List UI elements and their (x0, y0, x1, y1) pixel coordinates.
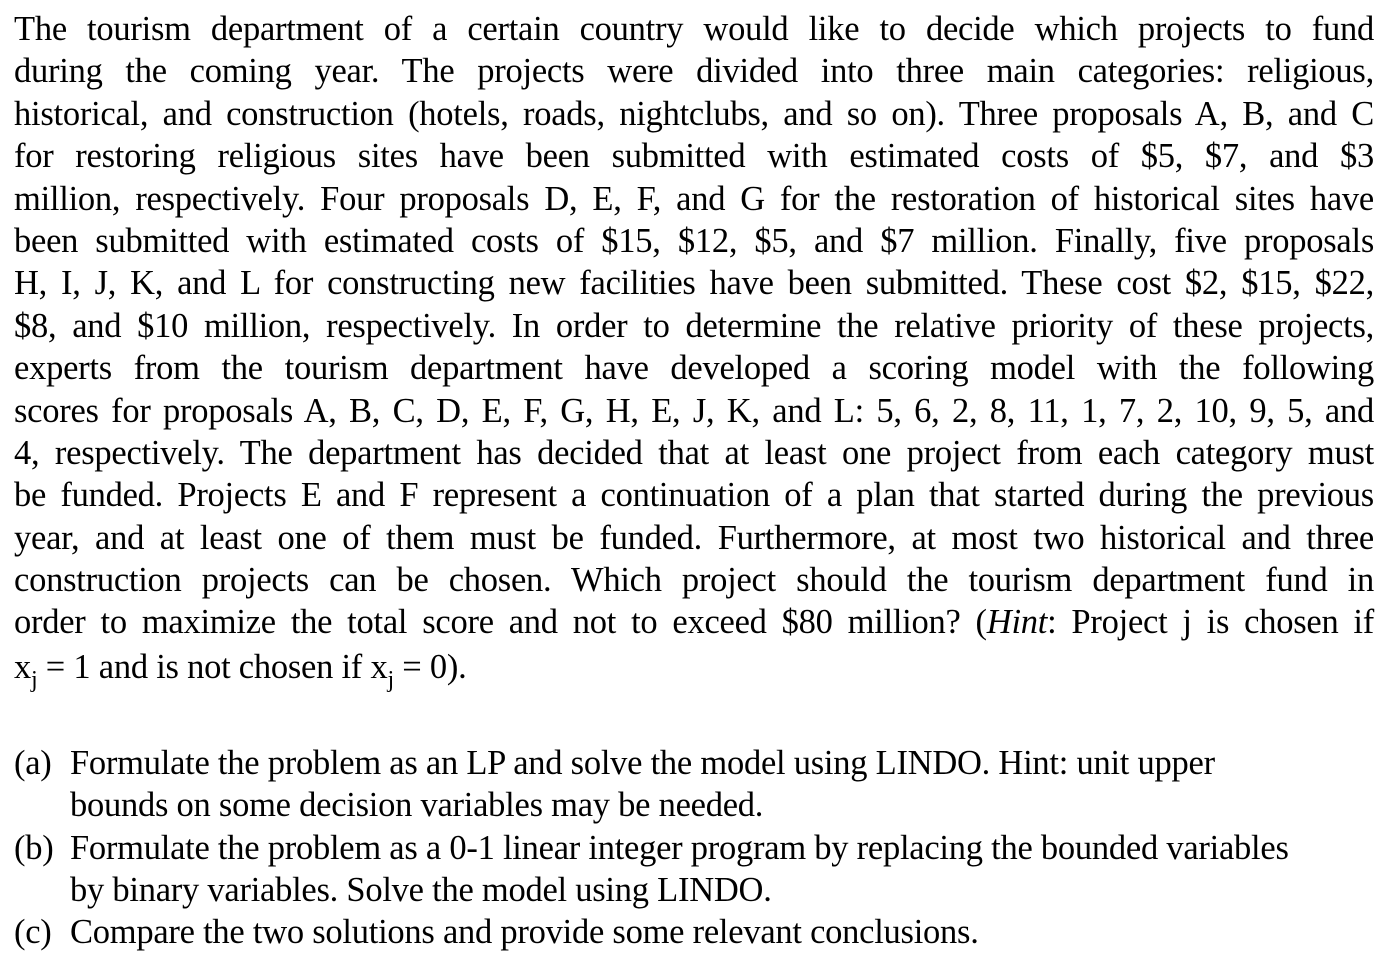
problem-line: construction projects can be chosen. Which project should the tourism department fund in (14, 561, 1374, 600)
problem-line: scores for proposals A, B, C, D, E, F, G, H, E, J, K, and L: 5, 6, 2, 8, 11, 1, 7, 2, 10, 9, 5, and (14, 391, 1374, 430)
variable-x: x (370, 647, 388, 686)
equals-zero: = 0 (393, 647, 447, 686)
part-label: (c) (14, 913, 52, 952)
part-c (14, 911, 1374, 953)
part-label: (a) (14, 743, 52, 782)
subscript-j: j (31, 666, 38, 693)
problem-line: 4, respectively. The department has decided that at least one project from each category must (14, 433, 1374, 472)
part-label: (b) (14, 828, 54, 867)
section-gap (14, 690, 1374, 742)
subscript-j: j (387, 666, 394, 693)
problem-line: be funded. Projects E and F represent a continuation of a plan that started during the previous (14, 476, 1374, 515)
hint-label: Hint (986, 603, 1048, 642)
problem-line: during the coming year. The projects were divided into three main categories: religious, (14, 52, 1374, 91)
question-parts (14, 742, 1374, 954)
problem-line: historical, and construction (hotels, roads, nightclubs, and so on). Three proposals A, B, and C (14, 94, 1374, 133)
formula-end: ). (446, 647, 467, 686)
part-text-line: bounds on some decision variables may be needed. (70, 786, 764, 825)
problem-line: The tourism department of a certain country would like to decide which projects to fund (14, 10, 1374, 48)
problem-line: $8, and $10 million, respectively. In order to determine the relative priority of these projects, (14, 306, 1374, 345)
problem-line: million, respectively. Four proposals D, E, F, and G for the restoration of historical sites have (14, 179, 1374, 218)
problem-statement (14, 8, 1375, 693)
part-b (14, 827, 1374, 912)
problem-line-hint (14, 601, 1374, 643)
part-text-line: by binary variables. Solve the model using LINDO. (70, 871, 772, 910)
hint-text-before: order to maximize the total score and not to exceed $80 million? ( (14, 603, 987, 642)
formula-middle-text: and is not chosen if (90, 647, 371, 686)
problem-line: H, I, J, K, and L for constructing new facilities have been submitted. These cost $2, $15, $22, (14, 264, 1374, 303)
equals-one: = 1 (37, 647, 91, 686)
hint-text-after: : Project j is chosen if (1047, 603, 1375, 642)
problem-document (14, 8, 1374, 954)
formula-line (14, 644, 1374, 693)
variable-x: x (14, 647, 31, 686)
part-a (14, 742, 1374, 827)
part-text-line: Compare the two solutions and provide some relevant conclusions. (70, 913, 979, 952)
problem-line: been submitted with estimated costs of $15, $12, $5, and $7 million. Finally, five proposals (14, 221, 1374, 260)
problem-line: year, and at least one of them must be funded. Furthermore, at most two historical and three (14, 518, 1374, 557)
part-text-line: Formulate the problem as an LP and solve the model using LINDO. Hint: unit upper (70, 743, 1215, 782)
problem-line: for restoring religious sites have been submitted with estimated costs of $5, $7, and $3 (14, 137, 1374, 176)
part-text-line: Formulate the problem as a 0-1 linear integer program by replacing the bounded variables (70, 828, 1289, 867)
problem-line: experts from the tourism department have developed a scoring model with the following (14, 349, 1374, 388)
